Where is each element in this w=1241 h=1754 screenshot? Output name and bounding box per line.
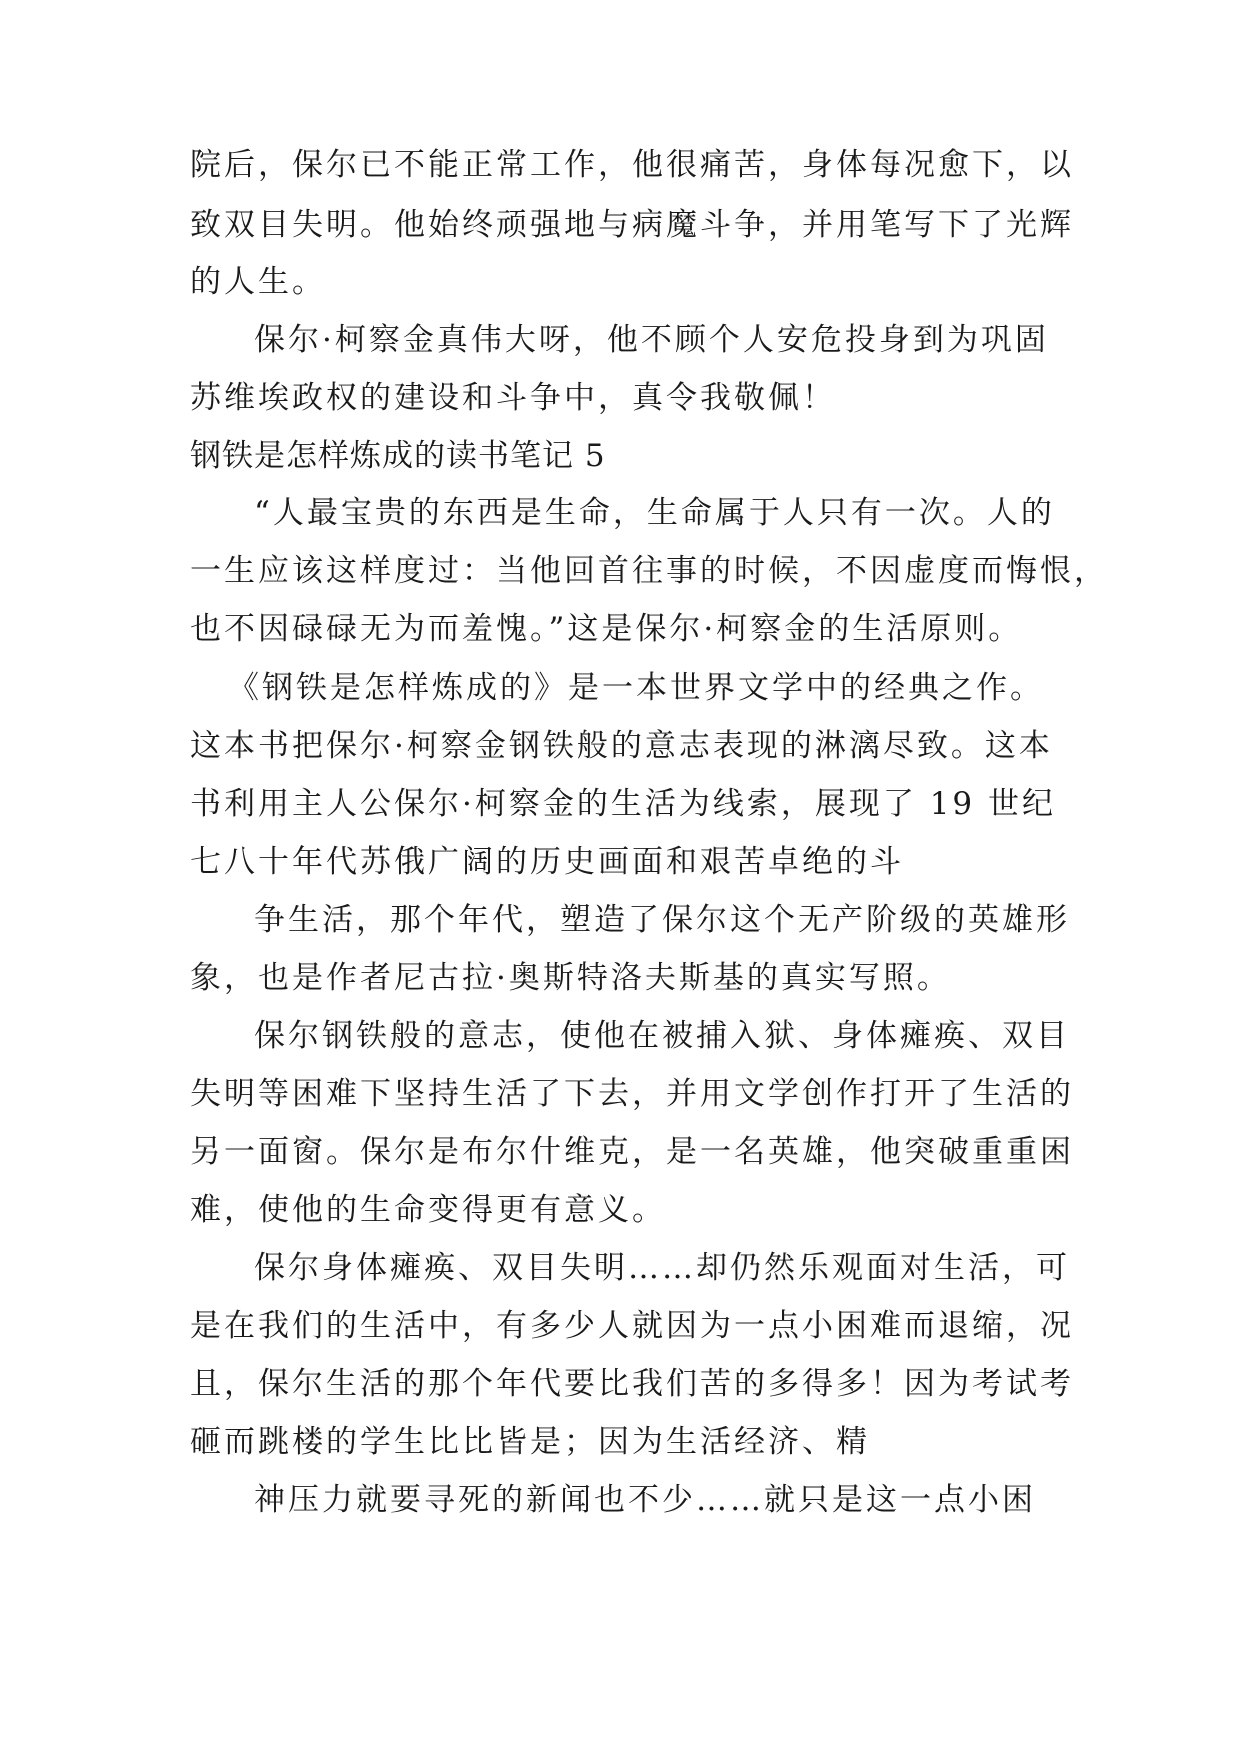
- text-line: 《钢铁是怎样炼成的》是一本世界文学中的经典之作。: [228, 670, 1044, 706]
- text-line: 保尔钢铁般的意志，使他在被捕入狱、身体瘫痪、双目: [254, 1018, 1070, 1054]
- text-line: 争生活，那个年代，塑造了保尔这个无产阶级的英雄形: [254, 902, 1070, 938]
- text-line: “人最宝贵的东西是生命，生命属于人只有一次。人的: [254, 495, 1055, 531]
- text-line: 书利用主人公保尔·柯察金的生活为线索，展现了 19 世纪: [190, 786, 1057, 822]
- text-line: 砸而跳楼的学生比比皆是；因为生活经济、精: [190, 1424, 870, 1460]
- text-line: 七八十年代苏俄广阔的历史画面和艰苦卓绝的斗: [190, 844, 904, 880]
- text-line: 致双目失明。他始终顽强地与病魔斗争，并用笔写下了光辉: [190, 207, 1074, 243]
- section-heading: 钢铁是怎样炼成的读书笔记 5: [190, 438, 606, 474]
- text-line: 神压力就要寻死的新闻也不少……就只是这一点小困: [254, 1482, 1036, 1518]
- text-line: 院后，保尔已不能正常工作，他很痛苦，身体每况愈下，以: [190, 147, 1074, 183]
- text-line: 也不因碌碌无为而羞愧。”这是保尔·柯察金的生活原则。: [190, 611, 1023, 647]
- text-line: 另一面窗。保尔是布尔什维克，是一名英雄，他突破重重困: [190, 1134, 1074, 1170]
- text-line: 苏维埃政权的建设和斗争中，真令我敬佩！: [190, 380, 836, 416]
- text-line: 保尔·柯察金真伟大呀，他不顾个人安危投身到为巩固: [254, 322, 1049, 358]
- text-line: 难，使他的生命变得更有意义。: [190, 1192, 666, 1228]
- text-line: 是在我们的生活中，有多少人就因为一点小困难而退缩，况: [190, 1308, 1074, 1344]
- text-line: 这本书把保尔·柯察金钢铁般的意志表现的淋漓尽致。这本: [190, 728, 1053, 764]
- text-line: 的人生。: [190, 264, 326, 300]
- text-line: 一生应该这样度过：当他回首往事的时候，不因虚度而悔恨，: [190, 553, 1108, 589]
- text-line: 象，也是作者尼古拉·奥斯特洛夫斯基的真实写照。: [190, 960, 951, 996]
- text-line: 失明等困难下坚持生活了下去，并用文学创作打开了生活的: [190, 1076, 1074, 1112]
- text-line: 且，保尔生活的那个年代要比我们苦的多得多！因为考试考: [190, 1366, 1074, 1402]
- text-line: 保尔身体瘫痪、双目失明……却仍然乐观面对生活，可: [254, 1250, 1070, 1286]
